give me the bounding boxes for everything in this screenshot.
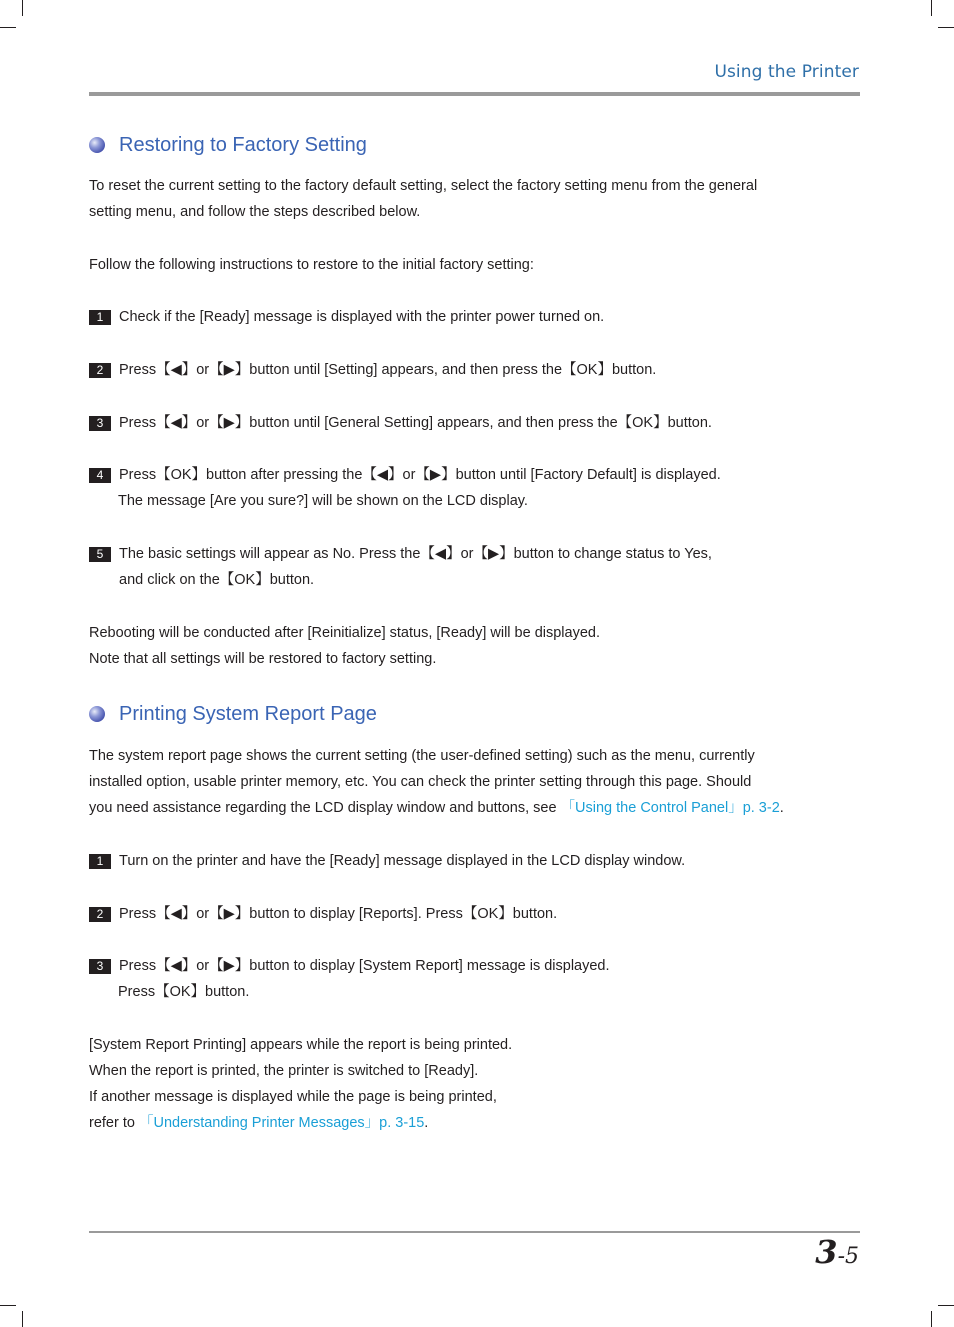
round-bullet-icon [89, 137, 105, 153]
section1-intro: To reset the current setting to the factory default setting, select the factory setting menu from the general setting menu, and follow the steps described below. [89, 178, 758, 220]
step-number: 4 [89, 468, 111, 483]
step-number: 1 [89, 854, 111, 869]
step-item: 2 Press【◀】or【▶】button to display [Reports]. Press【OK】button. [89, 901, 557, 927]
step-item: 3 Press【◀】or【▶】button until [General Setting] appears, and then press the【OK】button. [89, 410, 712, 436]
crop-mark [22, 1311, 23, 1327]
step-item: 1 Check if the [Ready] message is displayed with the printer power turned on. [89, 304, 604, 330]
crop-mark [22, 0, 23, 16]
crop-mark [0, 1305, 16, 1306]
printer-messages-link[interactable]: 「Understanding Printer Messages」p. 3-15 [138, 1115, 425, 1131]
step-item: 1 Turn on the printer and have the [Ready] message displayed in the LCD display window. [89, 848, 685, 874]
crop-mark [938, 27, 954, 28]
round-bullet-icon [89, 706, 105, 722]
crop-mark [938, 1305, 954, 1306]
section2-intro: The system report page shows the current setting (the user-defined setting) such as the menu, currently installed option, usable printer memory, etc. You can check the printer setting through this page. Should you need assistance regarding the LCD display window and buttons, see 「Using the Control Panel」p. 3-2. [89, 748, 784, 816]
section-title-system-report: Printing System Report Page [89, 700, 377, 728]
page-number: 3-5 [815, 1233, 859, 1271]
section1-notes: Rebooting will be conducted after [Reinitialize] status, [Ready] will be displayed. Note that all settings will be restored to factory setting. [89, 625, 600, 667]
section1-lead: Follow the following instructions to restore to the initial factory setting: [89, 257, 534, 273]
step-item: 2 Press【◀】or【▶】button until [Setting] appears, and then press the【OK】button. [89, 357, 656, 383]
crop-mark [0, 27, 16, 28]
control-panel-link[interactable]: 「Using the Control Panel」p. 3-2 [560, 800, 780, 816]
header-rule [89, 92, 860, 96]
header-title: Using the Printer [714, 62, 859, 82]
step-number: 1 [89, 310, 111, 325]
step-number: 2 [89, 907, 111, 922]
step-item: 3 Press【◀】or【▶】button to display [System Report] message is displayed. Press【OK】button. [89, 953, 610, 1005]
step-item: 5 The basic settings will appear as No. Press the【◀】or【▶】button to change status to Yes, and click on the【OK】button. [89, 541, 712, 593]
step-item: 4 Press【OK】button after pressing the【◀】or【▶】button until [Factory Default] is displayed. The message [Are you sure?] will be shown on the LCD display. [89, 462, 721, 514]
section2-notes: [System Report Printing] appears while the report is being printed. When the report is printed, the printer is switched to [Ready]. If another message is displayed while the page is being printed, refer to 「Understanding Printer Messages」p. 3-15. [89, 1037, 513, 1131]
step-number: 3 [89, 959, 111, 974]
step-number: 5 [89, 547, 111, 562]
crop-mark [931, 1311, 932, 1327]
footer-rule [89, 1231, 860, 1233]
step-number: 2 [89, 363, 111, 378]
step-number: 3 [89, 416, 111, 431]
crop-mark [931, 0, 932, 16]
section-title-restoring: Restoring to Factory Setting [89, 131, 367, 159]
